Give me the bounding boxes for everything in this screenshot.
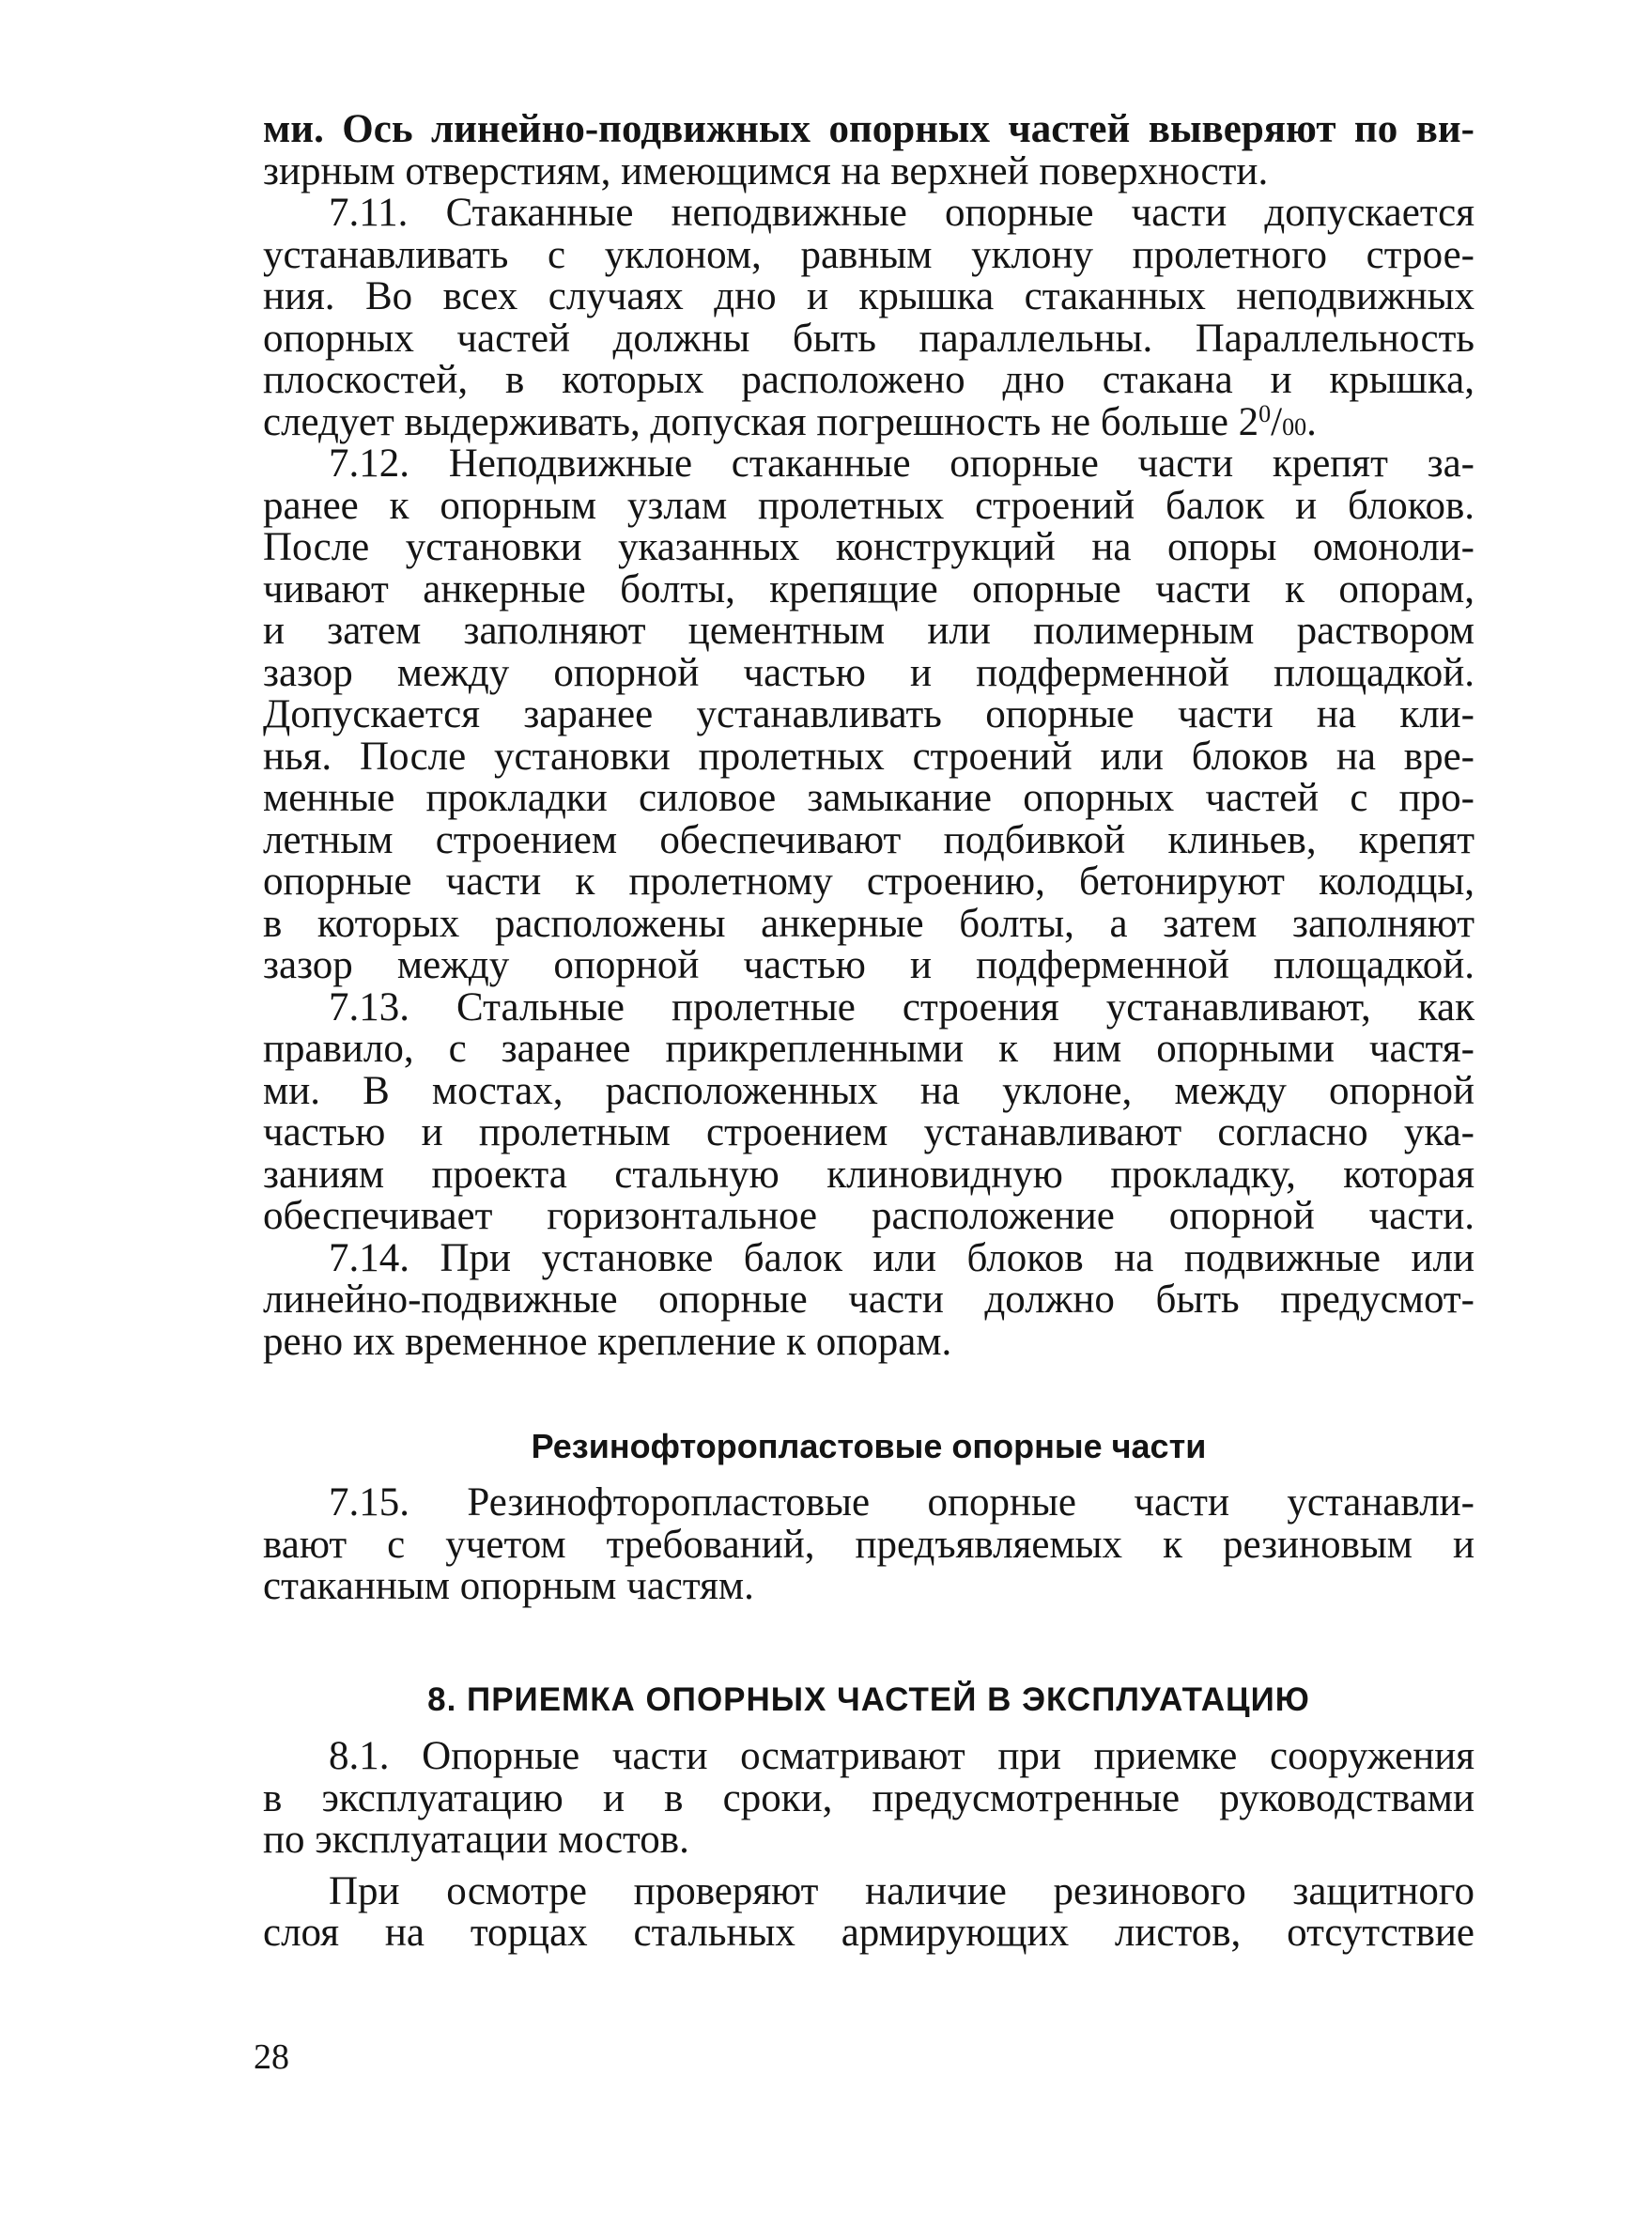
text-line: по эксплуатации мостов.	[263, 1818, 689, 1862]
text-line: рено их временное крепление к опорам.	[263, 1319, 952, 1364]
paragraph-8-1-first-line: 8.1. Опорные части осматривают при приемке сооружения	[329, 1734, 1474, 1778]
text-line: обеспечивает горизонтальное расположение опорной части.	[263, 1194, 1474, 1238]
text-line-with-permille	[263, 399, 1474, 444]
text-line: опорные части к пролетному строению, бетонируют колодцы,	[263, 859, 1474, 904]
text-line: плоскостей, в которых расположено дно стакана и крышка,	[263, 358, 1474, 402]
section-heading-rubber-fluoroplastic: Резинофторопластовые опорные части	[531, 1427, 1207, 1465]
text-block-7-15	[263, 1482, 1474, 1608]
paragraph-7-14-first-line: 7.14. При установке балок или блоков на подвижные или	[329, 1235, 1474, 1280]
text-line: следует выдерживать, допуская погрешность не больше 2	[263, 399, 1259, 444]
permille-subscript: 00	[1282, 412, 1307, 441]
text-line: нья. После установки пролетных строений или блоков на вре-	[263, 734, 1474, 779]
text-line: опорных частей должны быть параллельны. Параллельность	[263, 316, 1474, 361]
text-line: вают с учетом требований, предъявляемых к резиновым и	[263, 1522, 1474, 1567]
paragraph-7-12-first-line: 7.12. Неподвижные стаканные опорные части крепят за-	[329, 441, 1474, 486]
permille-slash: /	[1271, 399, 1283, 444]
text-line: ми. Ось линейно-подвижных опорных частей выверяют по ви-	[263, 107, 1474, 151]
text-line: менные прокладки силовое замыкание опорных частей с про-	[263, 776, 1474, 820]
text-line: летным строением обеспечивают подбивкой клиньев, крепят	[263, 817, 1474, 862]
text-line: и затем заполняют цементным или полимерным раствором	[263, 609, 1474, 653]
text-line: зазор между опорной частью и подферменной площадкой.	[263, 650, 1474, 695]
text-line: чивают анкерные болты, крепящие опорные части к опорам,	[263, 566, 1474, 612]
paragraph-7-15-first-line: 7.15. Резинофторопластовые опорные части устанавли-	[329, 1480, 1474, 1525]
text-line: заниям проекта стальную клиновидную прокладку, которая	[263, 1152, 1474, 1197]
permille-superscript: 0	[1258, 399, 1272, 427]
text-line: линейно-подвижные опорные части должно быть предусмот-	[263, 1277, 1474, 1322]
text-line: правило, с заранее прикрепленными к ним опорными частя-	[263, 1027, 1474, 1071]
text-line: зирным отверстиям, имеющимся на верхней поверхности.	[263, 148, 1269, 194]
text-line: стаканным опорным частям.	[263, 1564, 754, 1608]
paragraph-7-13-first-line: 7.13. Стальные пролетные строения устанавливают, как	[329, 984, 1474, 1030]
text-line: устанавливать с уклоном, равным уклону пролетного строе-	[263, 232, 1474, 277]
text-line: в эксплуатацию и в сроки, предусмотренные руководствами	[263, 1775, 1474, 1820]
text-line: слоя на торцах стальных армирующих листов, отсутствие	[263, 1911, 1474, 1955]
text-line: в которых расположены анкерные болты, а затем заполняют	[263, 901, 1474, 946]
text-line: После установки указанных конструкций на опоры омоноли-	[263, 525, 1474, 569]
paragraph-7-11-first-line: 7.11. Стаканные неподвижные опорные части допускается	[329, 191, 1474, 235]
text-block-section-7	[263, 109, 1474, 1363]
permille-period: .	[1306, 399, 1317, 444]
text-line: частью и пролетным строением устанавливают согласно ука-	[263, 1110, 1474, 1154]
text-block-section-8	[263, 1736, 1474, 1955]
text-line: зазор между опорной частью и подферменной площадкой.	[263, 943, 1474, 987]
section-heading-8: 8. ПРИЕМКА ОПОРНЫХ ЧАСТЕЙ В ЭКСПЛУАТАЦИЮ	[427, 1681, 1310, 1718]
paragraph-inspection-first-line: При осмотре проверяют наличие резинового защитного	[329, 1868, 1474, 1913]
text-line: ния. Во всех случаях дно и крышка стаканных неподвижных	[263, 274, 1474, 318]
text-line: Допускается заранее устанавливать опорные части на кли-	[263, 692, 1474, 736]
text-line: ми. В мостах, расположенных на уклоне, между опорной	[263, 1068, 1474, 1113]
text-line: ранее к опорным узлам пролетных строений балок и блоков.	[263, 483, 1474, 528]
page-number: 28	[254, 2037, 289, 2077]
